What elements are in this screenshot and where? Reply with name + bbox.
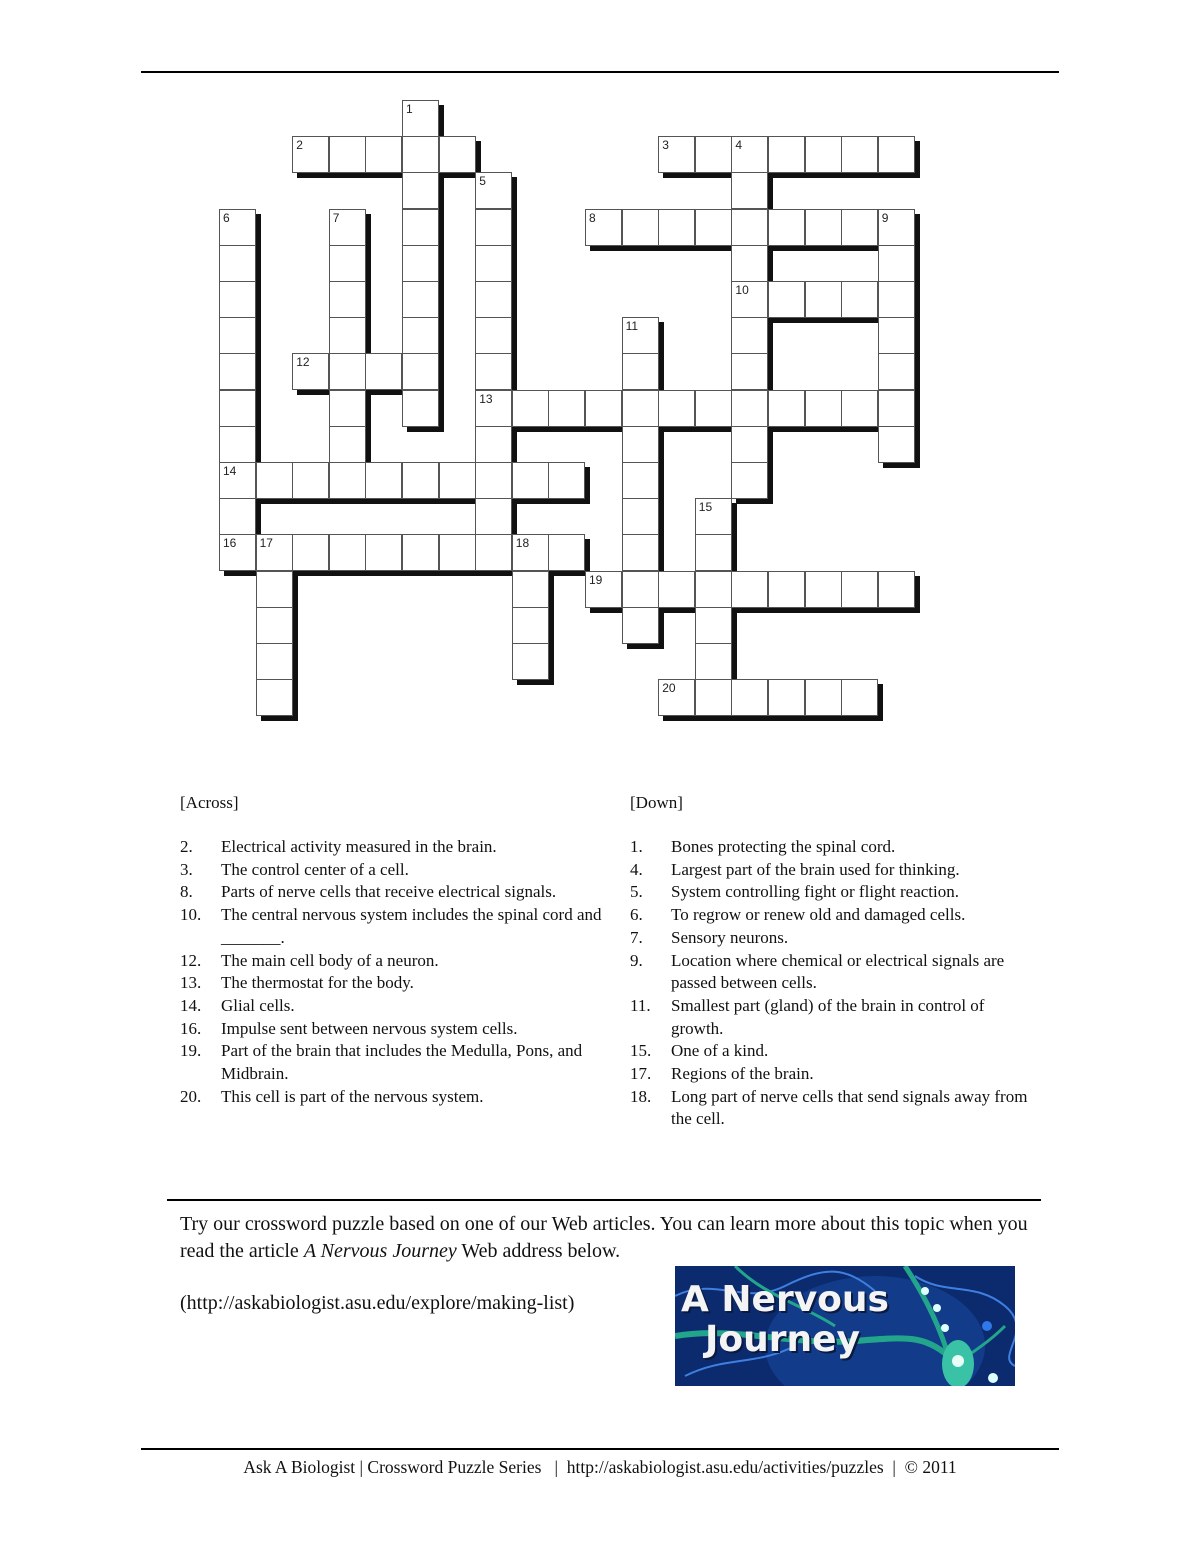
clue-text: Part of the brain that includes the Medulla, Pons, and Midbrain. — [221, 1041, 583, 1084]
grid-cell[interactable] — [622, 462, 659, 499]
grid-cell[interactable] — [439, 534, 476, 571]
grid-cell[interactable] — [256, 534, 293, 571]
article-title: A Nervous Journey — [303, 1240, 457, 1262]
grid-cell[interactable] — [731, 136, 768, 173]
promo-rule — [167, 1199, 1041, 1201]
down-clue — [630, 859, 1040, 882]
grid-cell[interactable] — [475, 172, 512, 209]
down-clue — [630, 927, 1040, 950]
grid-cell[interactable] — [439, 136, 476, 173]
grid-cell[interactable] — [731, 426, 768, 463]
clue-number: 19. — [180, 1041, 202, 1061]
grid-cell[interactable] — [878, 136, 915, 173]
grid-cell[interactable] — [768, 209, 805, 246]
clue-text: Location where chemical or electrical signals are passed between cells. — [671, 950, 1005, 993]
grid-cell[interactable] — [878, 426, 915, 463]
grid-cell[interactable] — [658, 390, 695, 427]
grid-cell[interactable] — [548, 534, 585, 571]
grid-cell[interactable] — [731, 209, 768, 246]
grid-cell[interactable] — [585, 571, 622, 608]
cell-number: 7 — [332, 210, 340, 225]
grid-cell[interactable] — [695, 136, 732, 173]
grid-cell[interactable] — [585, 209, 622, 246]
grid-cell[interactable] — [292, 462, 329, 499]
grid-cell[interactable] — [841, 679, 878, 716]
clue-number: 9. — [630, 950, 643, 970]
grid-cell[interactable] — [622, 607, 659, 644]
grid-cell[interactable] — [402, 245, 439, 282]
grid-cell[interactable] — [695, 390, 732, 427]
clue-text: The main cell body of a neuron. — [221, 950, 439, 970]
grid-cell[interactable] — [475, 353, 512, 390]
grid-cell[interactable] — [329, 534, 366, 571]
clue-number: 4. — [630, 859, 643, 879]
grid-cell[interactable] — [512, 462, 549, 499]
clue-text: Bones protecting the spinal cord. — [671, 837, 896, 856]
grid-cell[interactable] — [622, 426, 659, 463]
across-clue — [180, 950, 610, 973]
cell-number: 16 — [223, 536, 237, 551]
grid-cell[interactable] — [329, 245, 366, 282]
across-clue — [180, 995, 610, 1018]
grid-cell[interactable] — [365, 534, 402, 571]
clue-text: This cell is part of the nervous system. — [221, 1086, 484, 1106]
grid-cell[interactable] — [695, 643, 732, 680]
grid-cell[interactable] — [731, 390, 768, 427]
grid-cell[interactable] — [402, 353, 439, 390]
grid-cell[interactable] — [256, 643, 293, 680]
down-clue — [630, 950, 1040, 995]
grid-cell[interactable] — [658, 136, 695, 173]
grid-cell[interactable] — [622, 571, 659, 608]
grid-cell[interactable] — [841, 571, 878, 608]
cell-number: 13 — [479, 391, 493, 406]
article-url-link[interactable]: (http://askabiologist.asu.edu/explore/making-list) — [180, 1292, 575, 1314]
crossword-grid — [0, 0, 1200, 760]
grid-cell[interactable] — [731, 571, 768, 608]
grid-cell[interactable] — [695, 534, 732, 571]
grid-cell[interactable] — [622, 353, 659, 390]
across-clue — [180, 904, 610, 949]
grid-cell[interactable] — [402, 209, 439, 246]
grid-cell[interactable] — [219, 534, 256, 571]
clue-text: System controlling fight or flight reaction. — [671, 882, 960, 902]
cell-number: 3 — [662, 138, 669, 153]
grid-cell[interactable] — [768, 679, 805, 716]
down-clue — [630, 881, 1040, 904]
down-clue — [630, 1040, 1040, 1063]
clue-text: Impulse sent between nervous system cells. — [221, 1018, 518, 1038]
clue-number: 14. — [180, 995, 202, 1015]
cell-number: 14 — [223, 464, 237, 478]
grid-cell[interactable] — [878, 281, 915, 318]
clue-number: 12. — [180, 950, 202, 970]
grid-cell[interactable] — [256, 607, 293, 644]
cell-number: 19 — [589, 572, 603, 587]
grid-cell[interactable] — [731, 353, 768, 390]
grid-cell[interactable] — [658, 679, 695, 716]
grid-cell[interactable] — [878, 209, 915, 246]
grid-cell[interactable] — [548, 462, 585, 499]
cell-number: 4 — [735, 138, 743, 153]
grid-cell[interactable] — [622, 498, 659, 535]
grid-cell[interactable] — [731, 172, 768, 209]
grid-cell[interactable] — [292, 353, 329, 390]
grid-cell[interactable] — [329, 353, 366, 390]
clue-number: 13. — [180, 973, 202, 993]
down-clue — [630, 1086, 1040, 1131]
footer-text: Ask A Biologist | Crossword Puzzle Series | http://askabiologist.asu.edu/activities/puzzles | © 2011 — [243, 1457, 957, 1477]
clue-number: 1. — [630, 837, 643, 856]
clue-text: Largest part of the brain used for thinking. — [671, 859, 960, 879]
grid-cell[interactable] — [475, 498, 512, 535]
clue-number: 8. — [180, 882, 193, 902]
across-clue — [180, 836, 610, 859]
down-heading: [Down] — [630, 793, 683, 812]
grid-cell[interactable] — [548, 390, 585, 427]
cell-number: 12 — [296, 355, 310, 370]
clue-number: 3. — [180, 859, 193, 879]
grid-cell[interactable] — [841, 390, 878, 427]
grid-cell[interactable] — [329, 462, 366, 499]
grid-cell[interactable] — [292, 136, 329, 173]
grid-cell[interactable] — [512, 571, 549, 608]
clue-number: 15. — [630, 1041, 652, 1061]
grid-cell[interactable] — [805, 209, 842, 246]
grid-cell[interactable] — [475, 317, 512, 354]
cell-number: 10 — [735, 283, 749, 297]
grid-cell[interactable] — [329, 390, 366, 427]
grid-cell[interactable] — [402, 100, 439, 137]
grid-cell[interactable] — [512, 643, 549, 680]
clue-text: The central nervous system includes the spinal cord and _______. — [221, 905, 602, 947]
grid-cell[interactable] — [329, 209, 366, 246]
footer-rule — [141, 1448, 1059, 1450]
cell-number: 17 — [259, 536, 273, 551]
grid-cell[interactable] — [622, 317, 659, 354]
grid-cell[interactable] — [475, 462, 512, 499]
clue-number: 5. — [630, 882, 643, 902]
cell-number: 2 — [296, 138, 303, 153]
grid-cell[interactable] — [219, 209, 256, 246]
grid-cell[interactable] — [585, 390, 622, 427]
down-clue — [630, 904, 1040, 927]
banner-title-line1: A Nervous — [681, 1279, 889, 1320]
promo-text — [180, 1211, 1040, 1265]
across-clue — [180, 1018, 610, 1041]
grid-cell[interactable] — [658, 571, 695, 608]
grid-cell[interactable] — [768, 390, 805, 427]
clue-number: 11. — [630, 995, 651, 1015]
grid-cell[interactable] — [219, 462, 256, 499]
grid-cell[interactable] — [365, 462, 402, 499]
across-clue — [180, 972, 610, 995]
grid-cell[interactable] — [402, 172, 439, 209]
grid-cell[interactable] — [841, 281, 878, 318]
cell-number: 9 — [881, 210, 889, 225]
clue-text: Glial cells. — [221, 995, 295, 1015]
grid-cell[interactable] — [402, 390, 439, 427]
across-heading: [Across] — [180, 793, 239, 812]
grid-cell[interactable] — [219, 353, 256, 390]
cell-number: 8 — [589, 210, 596, 225]
across-clue — [180, 881, 610, 904]
grid-cell[interactable] — [878, 353, 915, 390]
promo-text-before: Try our crossword puzzle based on one of our Web articles. You can learn more about this topic when you read the article — [180, 1213, 1028, 1262]
clue-text: Parts of nerve cells that receive electrical signals. — [221, 882, 557, 902]
grid-cell[interactable] — [512, 534, 549, 571]
grid-cell[interactable] — [805, 136, 842, 173]
grid-cell[interactable] — [365, 136, 402, 173]
cell-number: 15 — [698, 500, 713, 515]
grid-cell[interactable] — [731, 317, 768, 354]
down-clue-list — [630, 836, 1040, 1131]
grid-cell[interactable] — [805, 679, 842, 716]
grid-cell[interactable] — [695, 571, 732, 608]
grid-cell[interactable] — [695, 209, 732, 246]
grid-cell[interactable] — [475, 281, 512, 318]
grid-cell[interactable] — [878, 390, 915, 427]
grid-cell[interactable] — [512, 390, 549, 427]
grid-cell[interactable] — [731, 245, 768, 282]
grid-cell[interactable] — [402, 462, 439, 499]
grid-cell[interactable] — [731, 462, 768, 499]
clue-text: Long part of nerve cells that send signals away from the cell. — [671, 1086, 1028, 1129]
grid-cell[interactable] — [219, 498, 256, 535]
grid-cell[interactable] — [402, 317, 439, 354]
clue-text: Smallest part (gland) of the brain in control of growth. — [671, 995, 985, 1038]
grid-cell[interactable] — [731, 281, 768, 318]
cell-number: 5 — [479, 174, 486, 189]
grid-cell[interactable] — [219, 317, 256, 354]
clue-number: 18. — [630, 1086, 652, 1106]
grid-cell[interactable] — [256, 462, 293, 499]
down-clue — [630, 1063, 1040, 1086]
across-clue — [180, 1040, 610, 1085]
grid-cell[interactable] — [329, 317, 366, 354]
clue-text: Electrical activity measured in the brain. — [221, 837, 497, 856]
down-clue — [630, 995, 1040, 1040]
grid-cell[interactable] — [731, 679, 768, 716]
cell-number: 11 — [625, 319, 639, 334]
clue-text: One of a kind. — [671, 1041, 769, 1061]
grid-cell[interactable] — [695, 498, 732, 535]
grid-cell[interactable] — [219, 245, 256, 282]
clue-number: 20. — [180, 1086, 202, 1106]
grid-cell[interactable] — [878, 571, 915, 608]
grid-cell[interactable] — [805, 281, 842, 318]
grid-cell[interactable] — [475, 245, 512, 282]
clue-text: Regions of the brain. — [671, 1064, 814, 1084]
grid-cell[interactable] — [622, 209, 659, 246]
cell-number: 6 — [223, 210, 230, 225]
grid-cell[interactable] — [768, 136, 805, 173]
grid-cell[interactable] — [475, 209, 512, 246]
grid-cell[interactable] — [256, 571, 293, 608]
grid-cell[interactable] — [219, 390, 256, 427]
across-clue — [180, 1086, 610, 1109]
grid-cell[interactable] — [292, 534, 329, 571]
grid-cell[interactable] — [768, 571, 805, 608]
clue-number: 16. — [180, 1018, 202, 1038]
grid-cell[interactable] — [475, 426, 512, 463]
down-clue — [630, 836, 1040, 859]
grid-cell[interactable] — [878, 245, 915, 282]
grid-cell[interactable] — [219, 281, 256, 318]
clue-number: 6. — [630, 905, 643, 925]
grid-cell[interactable] — [512, 607, 549, 644]
cell-number: 1 — [406, 102, 413, 116]
grid-cell[interactable] — [219, 426, 256, 463]
clue-number: 10. — [180, 905, 202, 925]
clue-text: To regrow or renew old and damaged cells. — [671, 905, 966, 925]
grid-cell[interactable] — [402, 534, 439, 571]
grid-cell[interactable] — [768, 281, 805, 318]
banner-title-line2: Journey — [705, 1319, 861, 1360]
grid-cell[interactable] — [365, 353, 402, 390]
clue-number: 2. — [180, 837, 193, 856]
grid-cell[interactable] — [329, 136, 366, 173]
grid-cell[interactable] — [622, 534, 659, 571]
grid-cell[interactable] — [841, 209, 878, 246]
grid-cell[interactable] — [622, 390, 659, 427]
across-clue — [180, 859, 610, 882]
clue-text: The control center of a cell. — [221, 859, 409, 879]
cell-number: 20 — [662, 681, 676, 696]
grid-cell[interactable] — [658, 209, 695, 246]
grid-cell[interactable] — [475, 534, 512, 571]
grid-cell[interactable] — [695, 607, 732, 644]
grid-cell[interactable] — [402, 281, 439, 318]
grid-cell[interactable] — [475, 390, 512, 427]
cell-number: 18 — [515, 536, 530, 551]
grid-cell[interactable] — [329, 281, 366, 318]
clue-text: Sensory neurons. — [671, 927, 789, 947]
clue-text: The thermostat for the body. — [221, 973, 414, 993]
promo-text-after: Web address below. — [456, 1240, 621, 1262]
grid-cell[interactable] — [439, 462, 476, 499]
article-banner-image[interactable] — [675, 1266, 1015, 1386]
grid-cell[interactable] — [402, 136, 439, 173]
grid-cell[interactable] — [805, 390, 842, 427]
grid-cell[interactable] — [329, 426, 366, 463]
grid-cell[interactable] — [841, 136, 878, 173]
grid-cell[interactable] — [805, 571, 842, 608]
clue-number: 7. — [630, 927, 643, 947]
banner-title — [681, 1280, 889, 1360]
grid-cell[interactable] — [695, 679, 732, 716]
grid-cell[interactable] — [878, 317, 915, 354]
grid-cell[interactable] — [256, 679, 293, 716]
clue-number: 17. — [630, 1064, 652, 1084]
across-clue-list — [180, 836, 610, 1108]
